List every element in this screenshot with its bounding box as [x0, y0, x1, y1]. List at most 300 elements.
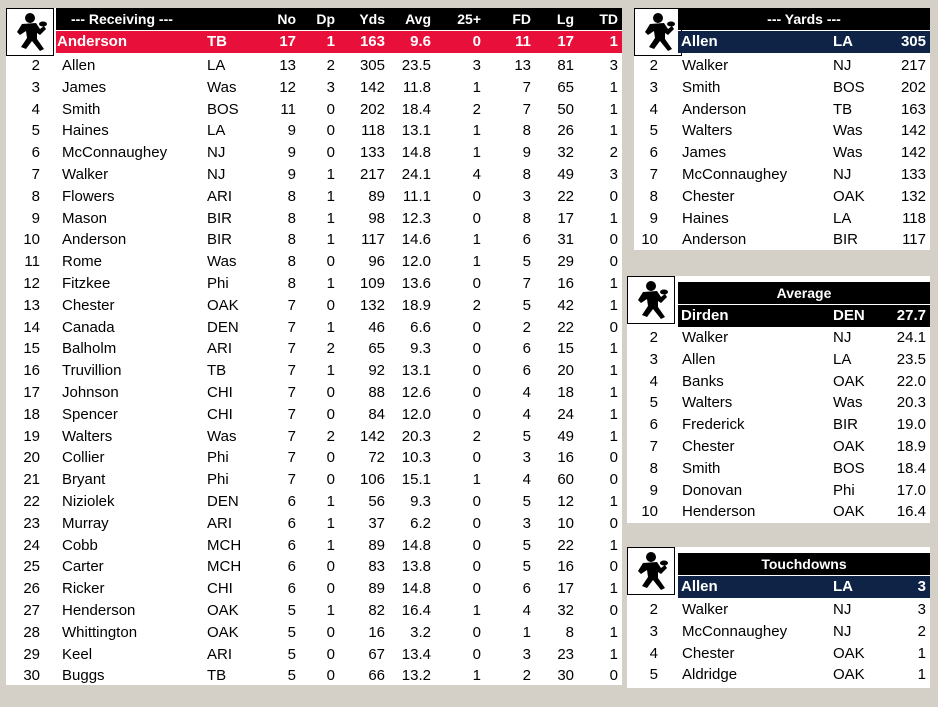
drops: 1 — [326, 33, 335, 50]
table-row — [6, 186, 622, 208]
first-downs: 2 — [522, 318, 531, 336]
first-downs: 7 — [522, 78, 531, 96]
first-downs: 3 — [522, 514, 531, 532]
average-panel — [627, 276, 930, 523]
receiving-panel — [6, 8, 622, 685]
first-downs: 4 — [522, 602, 531, 619]
player-rank: 7 — [649, 166, 658, 183]
average: 9.3 — [410, 340, 431, 358]
first-downs: 5 — [522, 427, 531, 445]
average: 13.6 — [401, 275, 431, 292]
table-row — [6, 360, 622, 382]
team: Phi — [207, 471, 229, 489]
drops: 0 — [326, 471, 335, 489]
player-name: Dirden — [681, 307, 729, 324]
player-name: Allen — [62, 57, 96, 74]
player-rank: 30 — [23, 667, 40, 685]
player-rank: 28 — [23, 623, 40, 641]
list-item — [627, 599, 930, 621]
first-downs: 5 — [522, 296, 531, 314]
team: BOS — [833, 78, 865, 96]
team: BIR — [833, 231, 859, 249]
average: 12.0 — [401, 405, 431, 423]
player-rank: 8 — [649, 187, 658, 205]
receptions: 7 — [287, 318, 296, 336]
drops: 1 — [326, 275, 335, 292]
drops: 1 — [326, 187, 335, 205]
touchdowns-title: Touchdowns — [761, 556, 847, 572]
receptions: 13 — [279, 57, 296, 74]
first-downs: 11 — [515, 33, 531, 50]
receptions: 17 — [279, 33, 296, 50]
value: 3 — [917, 601, 926, 618]
table-row — [6, 447, 622, 469]
player-rank: 9 — [31, 209, 40, 227]
value: 23.5 — [896, 350, 926, 368]
col-header: Lg — [556, 11, 574, 27]
touchdowns: 1 — [609, 100, 618, 118]
team: Was — [207, 78, 237, 96]
receptions: 7 — [287, 427, 296, 445]
yards: 89 — [368, 536, 385, 554]
average: 11.8 — [402, 78, 431, 96]
receptions: 5 — [287, 645, 296, 663]
longest: 23 — [557, 645, 574, 663]
yards: 83 — [368, 558, 385, 576]
player-name: Buggs — [62, 667, 105, 685]
player-rank: 5 — [649, 394, 658, 412]
average: 13.8 — [401, 558, 431, 576]
yards: 217 — [359, 166, 385, 183]
receptions: 12 — [279, 78, 296, 96]
team: LA — [207, 57, 226, 74]
player-name: Niziolek — [62, 493, 115, 510]
list-item — [627, 480, 930, 502]
touchdowns: 3 — [609, 57, 618, 74]
player-rank: 16 — [23, 362, 40, 380]
first-downs: 3 — [522, 187, 531, 205]
team: Was — [207, 253, 237, 271]
average-leader-row — [678, 305, 930, 327]
player-rank: 7 — [649, 438, 658, 455]
player-name: Carter — [62, 558, 104, 576]
longest: 16 — [557, 558, 574, 576]
drops: 1 — [326, 514, 335, 532]
team: ARI — [207, 340, 233, 358]
player-name: McConnaughey — [682, 166, 788, 183]
plays-25-plus: 2 — [472, 100, 481, 118]
player-name: James — [62, 78, 107, 96]
plays-25-plus: 0 — [472, 187, 481, 205]
team: Phi — [207, 275, 229, 292]
receptions: 6 — [287, 580, 296, 598]
receptions: 6 — [287, 514, 296, 532]
player-rank: 15 — [23, 340, 40, 358]
touchdowns: 1 — [609, 623, 618, 641]
longest: 22 — [557, 187, 574, 205]
player-rank: 27 — [23, 602, 40, 619]
table-row — [6, 251, 622, 273]
player-rank: 14 — [23, 318, 40, 336]
yards: 133 — [359, 144, 385, 162]
team: MCH — [207, 536, 242, 554]
yards: 98 — [368, 209, 385, 227]
player-rank: 3 — [649, 78, 658, 96]
receptions: 6 — [287, 536, 296, 554]
value: 1 — [917, 666, 926, 684]
drops: 1 — [326, 166, 335, 183]
player-name: Collier — [62, 449, 105, 467]
receptions: 7 — [287, 471, 296, 489]
touchdowns: 1 — [609, 427, 618, 445]
yards-panel — [634, 8, 930, 250]
value: 16.4 — [896, 503, 926, 521]
first-downs: 7 — [522, 100, 531, 118]
team: OAK — [833, 666, 865, 684]
value: 17.0 — [896, 481, 926, 499]
average: 10.3 — [401, 449, 431, 467]
yards: 118 — [361, 122, 385, 140]
team: TB — [207, 667, 227, 685]
player-name: Walker — [62, 166, 109, 183]
player-name: James — [682, 144, 727, 162]
average: 6.2 — [410, 514, 431, 532]
col-header: TD — [599, 11, 618, 27]
yards: 305 — [359, 57, 385, 74]
team: OAK — [833, 644, 865, 662]
player-rank: 8 — [649, 459, 658, 477]
table-row — [6, 426, 622, 448]
player-rank: 6 — [649, 416, 658, 434]
longest: 16 — [557, 275, 574, 292]
team: DEN — [207, 493, 239, 510]
drops: 1 — [326, 318, 335, 336]
longest: 10 — [557, 514, 574, 532]
player-rank: 2 — [649, 329, 658, 346]
first-downs: 3 — [522, 645, 531, 663]
player-rank: 4 — [649, 100, 658, 118]
yards: 96 — [368, 253, 385, 271]
player-name: Allen — [681, 578, 718, 595]
team: ARI — [207, 187, 233, 205]
team: NJ — [207, 166, 226, 183]
player-name: Banks — [682, 372, 724, 390]
receptions: 7 — [287, 405, 296, 423]
player-rank: 5 — [649, 122, 658, 140]
yards: 163 — [359, 33, 385, 50]
average: 12.6 — [401, 384, 431, 401]
player-rank: 2 — [649, 57, 658, 74]
yards: 88 — [368, 384, 385, 401]
team: BIR — [207, 209, 233, 227]
table-row — [6, 622, 622, 644]
receptions: 8 — [287, 209, 296, 227]
table-row — [6, 295, 622, 317]
average: 9.6 — [410, 33, 431, 50]
average: 20.3 — [401, 427, 431, 445]
football-player-icon — [627, 276, 675, 324]
player-rank: 3 — [649, 622, 658, 640]
receiving-title: --- Receiving --- — [71, 11, 173, 27]
plays-25-plus: 0 — [472, 536, 481, 554]
first-downs: 4 — [522, 471, 531, 489]
value: 27.7 — [896, 307, 926, 324]
plays-25-plus: 4 — [472, 166, 481, 183]
player-name: Haines — [62, 122, 109, 140]
player-name: Keel — [62, 645, 93, 663]
team: LA — [833, 350, 852, 368]
table-row — [6, 229, 622, 251]
value: 1 — [917, 644, 926, 662]
list-item — [627, 458, 930, 480]
table-row — [6, 317, 622, 339]
player-rank: 21 — [23, 471, 40, 489]
drops: 0 — [326, 405, 335, 423]
average: 14.8 — [401, 580, 431, 598]
list-item — [634, 120, 930, 142]
receptions: 8 — [287, 231, 296, 249]
player-name: Johnson — [62, 384, 119, 401]
team: NJ — [833, 57, 852, 74]
drops: 0 — [326, 623, 335, 641]
player-name: Allen — [682, 350, 716, 368]
list-item — [627, 414, 930, 436]
average: 6.6 — [410, 318, 431, 336]
player-rank: 5 — [649, 666, 658, 684]
player-name: Cobb — [62, 536, 98, 554]
longest: 50 — [557, 100, 574, 118]
list-item — [634, 186, 930, 208]
drops: 1 — [326, 362, 335, 380]
longest: 22 — [557, 536, 574, 554]
team: OAK — [833, 503, 865, 521]
plays-25-plus: 0 — [472, 318, 481, 336]
touchdowns: 0 — [609, 471, 618, 489]
player-rank: 19 — [23, 427, 40, 445]
receptions: 7 — [287, 340, 296, 358]
football-player-icon — [6, 8, 54, 56]
drops: 2 — [326, 57, 335, 74]
longest: 24 — [557, 405, 574, 423]
first-downs: 6 — [522, 580, 531, 598]
table-row — [6, 644, 622, 666]
touchdowns: 1 — [609, 493, 618, 510]
player-rank: 3 — [31, 78, 40, 96]
drops: 1 — [326, 602, 335, 619]
player-name: Haines — [682, 209, 729, 227]
first-downs: 6 — [522, 362, 531, 380]
player-name: Chester — [682, 438, 735, 455]
player-rank: 3 — [649, 350, 658, 368]
drops: 0 — [326, 645, 335, 663]
plays-25-plus: 0 — [472, 340, 481, 358]
list-item — [627, 501, 930, 523]
player-rank: 18 — [23, 405, 40, 423]
touchdowns: 1 — [609, 405, 618, 423]
touchdowns: 0 — [609, 231, 618, 249]
player-name: Walker — [682, 601, 729, 618]
plays-25-plus: 0 — [472, 275, 481, 292]
first-downs: 5 — [522, 558, 531, 576]
player-rank: 17 — [23, 384, 40, 401]
player-name: Whittington — [62, 623, 138, 641]
col-header: No — [277, 11, 296, 27]
first-downs: 4 — [522, 405, 531, 423]
touchdowns: 1 — [609, 209, 618, 227]
first-downs: 8 — [522, 122, 531, 140]
team: LA — [833, 209, 852, 227]
touchdowns: 0 — [609, 187, 618, 205]
plays-25-plus: 1 — [472, 667, 481, 685]
player-name: Anderson — [57, 33, 128, 50]
player-rank: 24 — [23, 536, 40, 554]
yards: 72 — [368, 449, 385, 467]
football-player-icon — [634, 8, 682, 56]
player-rank: 7 — [31, 166, 40, 183]
value: 217 — [900, 57, 926, 74]
list-item — [634, 77, 930, 99]
receptions: 8 — [287, 253, 296, 271]
first-downs: 8 — [522, 166, 531, 183]
list-item — [627, 371, 930, 393]
drops: 0 — [326, 296, 335, 314]
team: CHI — [207, 405, 233, 423]
receptions: 8 — [287, 275, 296, 292]
receptions: 6 — [287, 558, 296, 576]
average-title: Average — [776, 285, 832, 301]
value: 2 — [917, 622, 926, 640]
first-downs: 7 — [522, 275, 531, 292]
yards: 16 — [368, 623, 385, 641]
team: CHI — [207, 580, 233, 598]
longest: 17 — [557, 33, 574, 50]
average: 12.3 — [401, 209, 431, 227]
team: OAK — [833, 372, 865, 390]
drops: 0 — [326, 144, 335, 162]
drops: 1 — [326, 231, 335, 249]
player-name: McConnaughey — [682, 622, 788, 640]
team: NJ — [833, 329, 852, 346]
player-name: Walters — [682, 122, 733, 140]
player-name: Aldridge — [682, 666, 738, 684]
list-item — [627, 621, 930, 643]
player-name: Ricker — [62, 580, 105, 598]
longest: 65 — [557, 78, 574, 96]
receptions: 5 — [287, 667, 296, 685]
touchdowns: 3 — [609, 166, 618, 183]
touchdowns: 2 — [609, 144, 618, 162]
yards: 132 — [359, 296, 385, 314]
value: 117 — [902, 231, 926, 249]
longest: 32 — [557, 602, 574, 619]
plays-25-plus: 0 — [472, 384, 481, 401]
average: 18.9 — [401, 296, 431, 314]
table-row — [6, 491, 622, 513]
list-item — [634, 164, 930, 186]
plays-25-plus: 0 — [472, 493, 481, 510]
player-rank: 29 — [23, 645, 40, 663]
player-rank: 8 — [31, 187, 40, 205]
yards: 82 — [368, 602, 385, 619]
team: Phi — [207, 449, 229, 467]
player-name: Walker — [682, 57, 729, 74]
longest: 12 — [557, 493, 574, 510]
player-name: Anderson — [682, 231, 747, 249]
receptions: 9 — [287, 122, 296, 140]
yards: 37 — [368, 514, 385, 532]
yards-header — [678, 8, 930, 30]
receptions: 5 — [287, 623, 296, 641]
team: NJ — [207, 144, 226, 162]
list-item — [627, 327, 930, 349]
table-row — [6, 382, 622, 404]
average: 24.1 — [401, 166, 431, 183]
player-rank: 4 — [649, 644, 658, 662]
value: 133 — [900, 166, 926, 183]
first-downs: 6 — [522, 231, 531, 249]
player-name: Smith — [62, 100, 101, 118]
drops: 1 — [326, 536, 335, 554]
player-rank: 12 — [23, 275, 40, 292]
receptions: 9 — [287, 144, 296, 162]
team: BOS — [207, 100, 239, 118]
first-downs: 8 — [522, 209, 531, 227]
average: 13.4 — [401, 645, 431, 663]
player-name: Anderson — [62, 231, 127, 249]
table-row — [6, 142, 622, 164]
plays-25-plus: 0 — [472, 645, 481, 663]
table-row — [6, 77, 622, 99]
touchdowns: 1 — [609, 78, 618, 96]
plays-25-plus: 0 — [472, 449, 481, 467]
touchdowns: 0 — [609, 514, 618, 532]
col-header: Avg — [405, 11, 431, 27]
plays-25-plus: 1 — [472, 78, 481, 96]
longest: 22 — [557, 318, 574, 336]
touchdowns: 0 — [609, 253, 618, 271]
player-rank: 23 — [23, 514, 40, 532]
team: OAK — [207, 296, 239, 314]
receptions: 7 — [287, 384, 296, 401]
player-name: Mason — [62, 209, 108, 227]
plays-25-plus: 1 — [472, 231, 481, 249]
table-row — [6, 273, 622, 295]
player-rank: 6 — [649, 144, 658, 162]
team: ARI — [207, 645, 233, 663]
player-name: Donovan — [682, 481, 743, 499]
first-downs: 2 — [522, 667, 531, 685]
longest: 81 — [557, 57, 574, 74]
player-rank: 22 — [23, 493, 40, 510]
plays-25-plus: 1 — [472, 602, 481, 619]
player-rank: 20 — [23, 449, 40, 467]
table-row — [6, 600, 622, 622]
player-rank: 5 — [31, 122, 40, 140]
touchdowns: 1 — [609, 340, 618, 358]
first-downs: 3 — [522, 449, 531, 467]
value: 202 — [900, 78, 926, 96]
team: Was — [833, 122, 863, 140]
team: DEN — [833, 307, 865, 324]
longest: 30 — [557, 667, 574, 685]
value: 18.9 — [896, 438, 926, 455]
player-name: Chester — [682, 187, 735, 205]
table-row — [6, 120, 622, 142]
team: NJ — [833, 166, 852, 183]
player-rank: 10 — [23, 231, 40, 249]
player-name: Chester — [62, 296, 115, 314]
list-item — [627, 664, 930, 686]
